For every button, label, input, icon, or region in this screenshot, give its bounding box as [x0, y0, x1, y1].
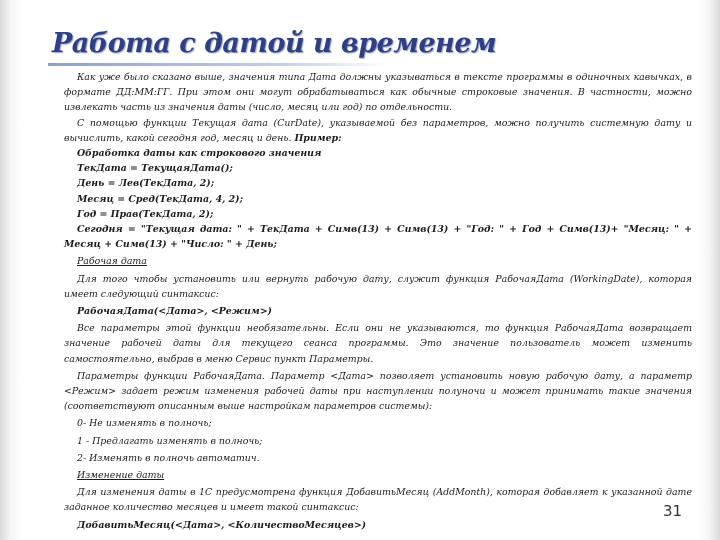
addmonth-paragraph: Для изменения даты в 1С предусмотрена функция ДобавитьМесяц (AddMonth), которая добавляет к указанной дате заданное количество месяцев и имеет такой синтаксис: [64, 487, 692, 514]
params-detail-paragraph: Параметры функции РабочаяДата. Параметр <Дата> позволяет установить новую рабочую дату, а параметр <Режим> задает режим изменения рабочей даты при наступлении полуночи и может принимать такие значения (соответствуют описанным выше настройкам параметров системы): [64, 370, 692, 413]
slide-title: Работа с датой и временем [52, 28, 497, 59]
mode-item: 2- Изменять в полночь автоматич. [77, 452, 260, 464]
title-underline [48, 63, 388, 66]
slide-body [64, 70, 692, 533]
intro-paragraph: Как уже было сказано выше, значения типа Дата должны указываться в тексте программы в одиночных кавычках, в формате ДД:ММ:ГГ. При этом они могут обрабатываться как обычные строковые значения. В частности, можно извлекать часть из значения даты (число, месяц или год) по отдельности. [64, 72, 692, 114]
mode-item: 1 - Предлагать изменять в полночь; [77, 435, 263, 447]
curdate-text: С помощью функции Текущая дата (CurDate), указываемой без параметров, можно получить системную дату и вычислить, какой сегодня год, месяц и день. [64, 117, 692, 144]
example-label: Пример: [294, 132, 342, 144]
mode-item: 0- Не изменять в полночь; [77, 418, 212, 430]
heading-work-date: Рабочая дата [77, 256, 147, 268]
syntax-workdate: РабочаяДата(<Дата>, <Режим>) [77, 306, 272, 318]
page-number: 31 [663, 502, 683, 520]
code-line: Сегодня = "Текущая дата: " + ТекДата + Симв(13) + Симв(13) + "Год: " + Год + Симв(13)+ "Месяц: " + Месяц + Симв(13) + "Число: " + День; [64, 224, 692, 251]
syntax-addmonth: ДобавитьМесяц(<Дата>, <КоличествоМесяцев>) [77, 519, 367, 531]
curdate-paragraph [64, 116, 692, 146]
code-line: ТекДата = ТекущаяДата(); [77, 163, 233, 175]
code-line: Год = Прав(ТекДата, 2); [77, 208, 214, 220]
code-line: Месяц = Сред(ТекДата, 4, 2); [77, 193, 244, 205]
code-line: День = Лев(ТекДата, 2); [77, 178, 215, 190]
code-title: Обработка даты как строкового значения [77, 148, 322, 160]
heading-date-change: Изменение даты [77, 470, 165, 482]
workdate-paragraph: Для того чтобы установить или вернуть рабочую дату, служит функция РабочаяДата (WorkingDate), которая имеет следующий синтаксис: [64, 273, 692, 300]
params-paragraph: Все параметры этой функции необязательны. Если они не указываются, то функция РабочаяДата возвращает значение рабочей даты для текущего сеанса программы. Это значение пользователь может изменить самостоятельно, выбрав в меню Сервис пункт Параметры. [64, 323, 692, 365]
